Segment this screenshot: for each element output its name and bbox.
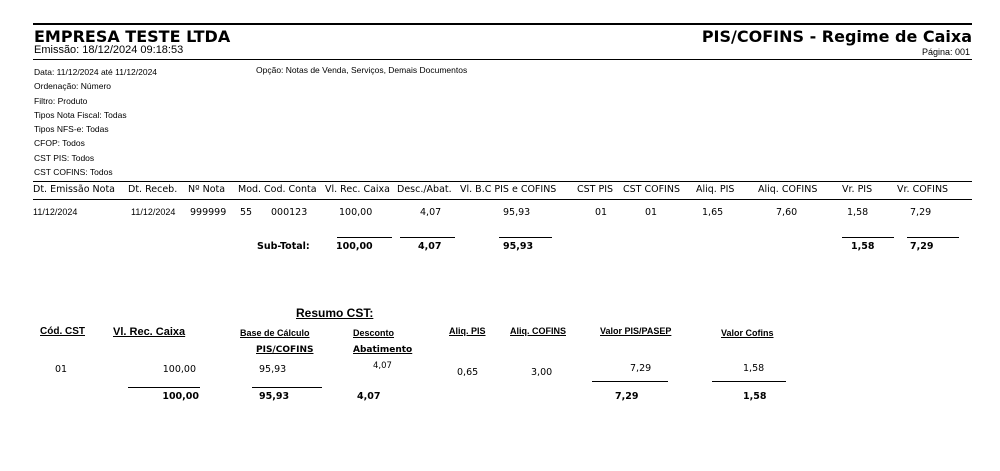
resumo-row-vl-rec: 100,00: [162, 364, 196, 375]
table-header-top-rule: [33, 181, 972, 182]
emission-date: Emissão: 18/12/2024 09:18:53: [34, 44, 184, 56]
resumo-rule-vl-rec: [128, 387, 200, 388]
filter-nfse-types: Tipos NFS-e: Todas: [34, 124, 109, 135]
col-mod: Mod.: [238, 184, 262, 195]
subtotal-vr-pis: 1,58: [851, 241, 875, 252]
col-aliq-pis: Aliq. PIS: [696, 184, 735, 195]
subtotal-label: Sub-Total:: [257, 241, 310, 252]
subtotal-bc: 95,93: [503, 241, 534, 252]
resumo-col-valor-pis: Valor PIS/PASEP: [600, 326, 672, 336]
subtotal-rule-vr-cofins: [907, 237, 959, 238]
page-number: Página: 001: [921, 47, 970, 57]
row-vr-pis: 1,58: [847, 207, 869, 218]
company-name: EMPRESA TESTE LTDA: [34, 27, 231, 46]
col-bc: Vl. B.C PIS e COFINS: [460, 184, 557, 195]
col-num-nota: Nº Nota: [188, 184, 226, 195]
row-bc: 95,93: [503, 207, 531, 218]
resumo-col-base-1: Base de Cálculo: [240, 328, 310, 338]
resumo-col-desc-1: Desconto: [353, 328, 395, 338]
resumo-rule-valor-cofins: [712, 381, 786, 382]
filter-date: Data: 11/12/2024 até 11/12/2024: [34, 67, 158, 77]
filter-cst-pis: CST PIS: Todos: [34, 152, 95, 163]
resumo-col-valor-cofins: Valor Cofins: [721, 328, 774, 338]
row-mod: 55: [240, 207, 253, 218]
report-title: PIS/COFINS - Regime de Caixa: [701, 27, 972, 46]
row-dt-emissao: 11/12/2024: [33, 207, 78, 217]
subtotal-rule-desc: [400, 237, 455, 238]
col-cst-pis: CST PIS: [577, 184, 614, 195]
row-aliq-cofins: 7,60: [776, 207, 798, 218]
subtotal-vr-cofins: 7,29: [910, 241, 934, 252]
resumo-col-aliq-pis: Aliq. PIS: [449, 326, 486, 336]
filter-product: Filtro: Produto: [34, 95, 88, 106]
resumo-col-cod-cst: Cód. CST: [40, 326, 85, 337]
row-cst-cofins: 01: [645, 207, 658, 218]
filter-cst-cofins: CST COFINS: Todos: [34, 167, 113, 178]
col-cst-cofins: CST COFINS: [623, 184, 680, 195]
resumo-col-base-2: PIS/COFINS: [256, 345, 314, 355]
resumo-row-valor-pis: 7,29: [630, 363, 652, 374]
resumo-row-base: 95,93: [259, 364, 287, 375]
subtotal-rule-vl-rec: [337, 237, 392, 238]
resumo-col-aliq-cofins: Aliq. COFINS: [510, 326, 566, 336]
row-cod-conta: 000123: [271, 207, 308, 218]
row-num-nota: 999999: [190, 207, 227, 218]
row-desc-abat: 4,07: [420, 207, 442, 218]
table-header-bottom-rule: [33, 199, 972, 200]
resumo-row-desc: 4,07: [373, 361, 392, 371]
resumo-rule-valor-pis: [592, 381, 668, 382]
header-bottom-rule: [33, 59, 972, 60]
col-vl-rec: Vl. Rec. Caixa: [325, 184, 390, 195]
subtotal-rule-bc: [499, 237, 552, 238]
resumo-row-aliq-pis: 0,65: [457, 367, 479, 378]
col-vr-pis: Vr. PIS: [842, 184, 873, 195]
resumo-total-vl-rec: 100,00: [162, 391, 199, 402]
col-dt-emissao: Dt. Emissão Nota: [33, 184, 115, 195]
resumo-row-cod: 01: [55, 364, 68, 375]
resumo-row-aliq-cofins: 3,00: [531, 367, 553, 378]
col-dt-receb: Dt. Receb.: [128, 184, 178, 195]
resumo-total-valor-pis: 7,29: [615, 391, 639, 402]
resumo-total-valor-cofins: 1,58: [743, 391, 767, 402]
resumo-total-desc: 4,07: [357, 391, 381, 402]
row-aliq-pis: 1,65: [702, 207, 724, 218]
col-aliq-cofins: Aliq. COFINS: [758, 184, 818, 195]
table-row: [0, 207, 1000, 221]
row-dt-receb: 11/12/2024: [131, 207, 176, 217]
subtotal-row: [0, 241, 1000, 255]
filter-option: Opção: Notas de Venda, Serviços, Demais Documentos: [256, 65, 468, 75]
resumo-row-valor-cofins: 1,58: [743, 363, 765, 374]
subtotal-desc: 4,07: [418, 241, 442, 252]
subtotal-vl-rec: 100,00: [336, 241, 373, 252]
col-cod-conta: Cod. Conta: [264, 184, 317, 195]
main-table-header: [0, 184, 1000, 198]
resumo-col-vl-rec: Vl. Rec. Caixa: [113, 326, 186, 338]
filter-cfop: CFOP: Todos: [34, 138, 85, 149]
resumo-row: [0, 361, 1000, 378]
filter-block: [34, 65, 157, 179]
subtotal-rule-vr-pis: [842, 237, 894, 238]
resumo-totals-row: [0, 391, 1000, 405]
header-top-rule: [33, 23, 972, 25]
col-desc-abat: Desc./Abat.: [397, 184, 452, 195]
row-vl-rec: 100,00: [339, 207, 373, 218]
filter-nf-types: Tipos Nota Fiscal: Todas: [34, 109, 127, 120]
row-cst-pis: 01: [595, 207, 608, 218]
resumo-title: Resumo CST:: [296, 306, 374, 320]
resumo-rule-base: [252, 387, 322, 388]
col-vr-cofins: Vr. COFINS: [897, 184, 949, 195]
row-vr-cofins: 7,29: [910, 207, 932, 218]
resumo-total-base: 95,93: [259, 391, 290, 402]
filter-ordering: Ordenação: Número: [34, 81, 112, 92]
resumo-col-desc-2: Abatimento: [353, 345, 413, 355]
